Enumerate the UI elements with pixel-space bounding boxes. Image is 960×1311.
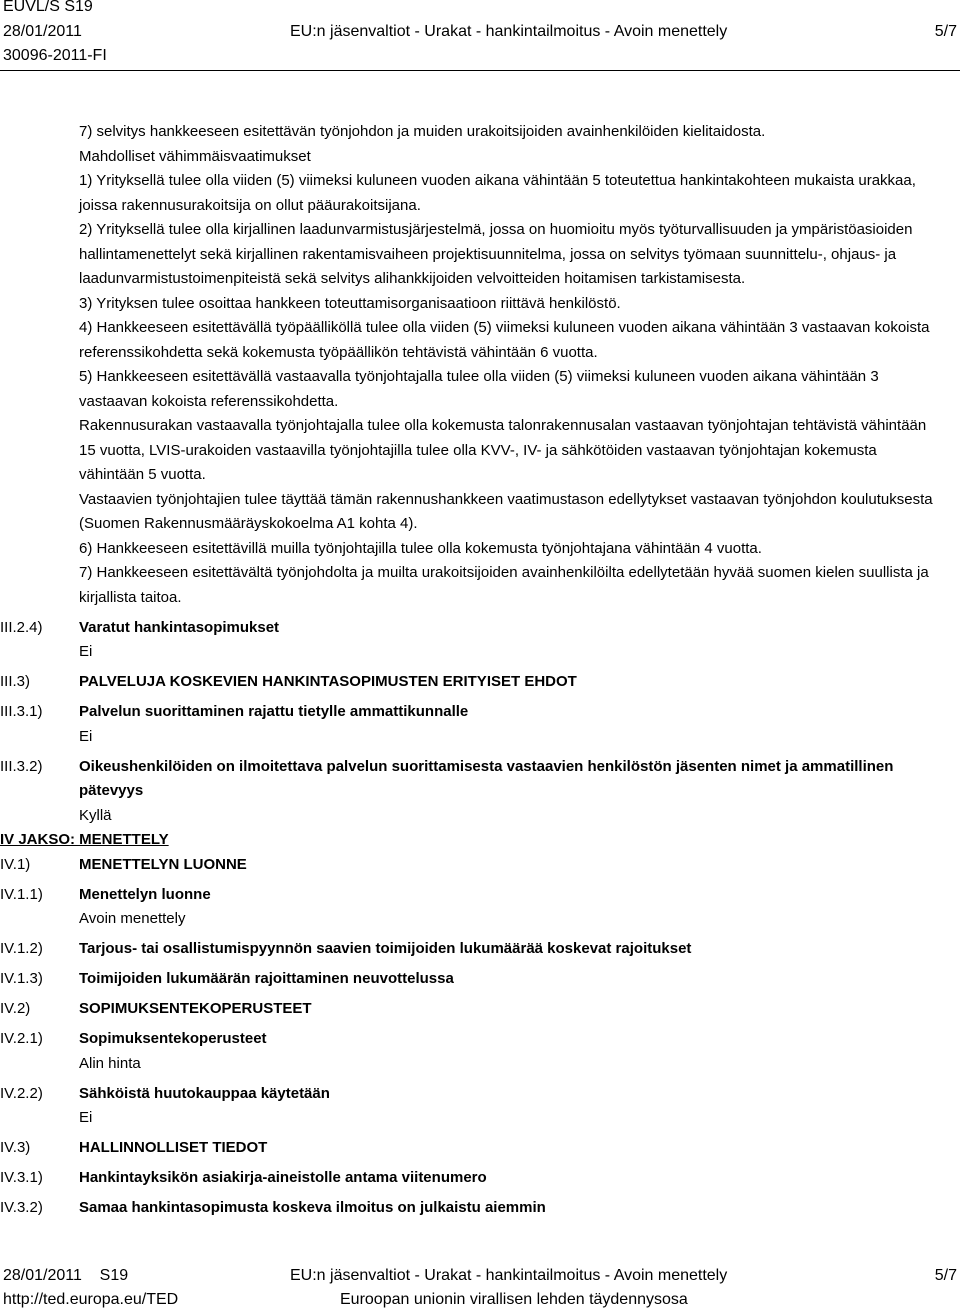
footer-url[interactable]: http://ted.europa.eu/TED — [3, 1291, 179, 1308]
header-page-number: 5/7 — [934, 23, 957, 40]
section-title: SOPIMUKSENTEKOPERUSTEET — [79, 1000, 312, 1017]
footer-subtitle: Euroopan unionin virallisen lehden täydennysosa — [340, 1291, 688, 1308]
section-number: IV.3.1) — [0, 1169, 43, 1186]
section-title: Varatut hankintasopimukset — [79, 618, 280, 636]
section-iv-1-1 — [0, 883, 960, 932]
section-number: IV.1) — [0, 855, 31, 873]
header-title: EU:n jäsenvaltiot - Urakat - hankintailmoitus - Avoin menettely — [290, 23, 728, 40]
section-number: IV.1.3) — [0, 970, 43, 987]
section-number: IV.3) — [0, 1139, 31, 1156]
part-heading: IV JAKSO: MENETTELY — [0, 831, 169, 848]
section-number: IV.1.2) — [0, 940, 43, 957]
section-iv-3 — [0, 1136, 960, 1161]
section-iv-2 — [0, 997, 960, 1022]
section-title: Oikeushenkilöiden on ilmoitettava palvelun suorittamisesta vastaavien henkilöstön jäsenten nimet ja ammatillinen pätevyys — [79, 757, 894, 799]
section-value: Avoin menettely — [79, 910, 186, 927]
section-title: Palvelun suorittaminen rajattu tietylle ammattikunnalle — [79, 703, 469, 720]
header-notice-number: 30096-2011-FI — [3, 47, 107, 64]
paragraph: 7) selvitys hankkeeseen esitettävän työnjohdon ja muiden urakoitsijoiden avainhenkilöiden kielitaidosta. — [79, 123, 766, 140]
section-number: IV.1.1) — [0, 885, 43, 903]
section-title: PALVELUJA KOSKEVIEN HANKINTASOPIMUSTEN ERITYISET EHDOT — [79, 673, 577, 690]
section-value: Ei — [79, 643, 93, 660]
section-title: Menettelyn luonne — [79, 885, 211, 903]
section-iv-1-2 — [0, 937, 960, 962]
page-content — [0, 120, 960, 1221]
header-divider — [0, 70, 960, 71]
footer-date-series — [3, 1265, 128, 1287]
section-iv-3-2 — [0, 1196, 960, 1221]
section-title: Tarjous- tai osallistumispyynnön saavien toimijoiden lukumäärää koskevat rajoitukset — [79, 940, 692, 957]
section-iii-3-2 — [0, 755, 960, 829]
section-number: III.2.4) — [0, 618, 43, 636]
footer-series: S19 — [99, 1267, 129, 1284]
section-iv-1-3 — [0, 967, 960, 992]
section-title: Hankintayksikön asiakirja-aineistolle antama viitenumero — [79, 1169, 487, 1186]
section-number: III.3.2) — [0, 757, 43, 775]
section-title: Samaa hankintasopimusta koskeva ilmoitus on julkaistu aiemmin — [79, 1199, 546, 1216]
section-iv-1 — [0, 853, 960, 878]
paragraph: 3) Yrityksen tulee osoittaa hankkeen toteuttamisorganisaatioon riittävä henkilöstö. — [79, 294, 621, 312]
section-value: Ei — [79, 727, 93, 745]
section-number: IV.2.2) — [0, 1084, 43, 1102]
section-iv-3-1 — [0, 1166, 960, 1191]
footer-page-number: 5/7 — [934, 1267, 957, 1284]
section-number: IV.2.1) — [0, 1030, 43, 1047]
footer-title: EU:n jäsenvaltiot - Urakat - hankintailmoitus - Avoin menettely — [290, 1267, 728, 1284]
section-title: Sopimuksentekoperusteet — [79, 1030, 267, 1047]
section-iv-2-1 — [0, 1027, 960, 1076]
section-value: Ei — [79, 1109, 93, 1126]
header-date: 28/01/2011 — [3, 23, 82, 40]
section-iii-3-1 — [0, 700, 960, 749]
section-iii-3 — [0, 670, 960, 695]
section-number: III.3) — [0, 673, 31, 690]
page-header — [0, 0, 960, 70]
paragraph: 5) Hankkeeseen esitettävällä vastaavalla työnjohtajalla tulee olla viiden (5) viimeksi kuluneen vuoden aikana vähintään 3 vastaavan kokoista referenssikohdetta. — [79, 368, 879, 410]
section-title: MENETTELYN LUONNE — [79, 855, 247, 873]
section-value: Kyllä — [79, 806, 112, 824]
paragraph: 7) Hankkeeseen esitettävältä työnjohdolta ja muilta urakoitsijoiden avainhenkilöilta edellytetään hyvää suomen kielen suullista ja kirjallista taitoa. — [79, 564, 929, 606]
section-title: Sähköistä huutokauppaa käytetään — [79, 1084, 330, 1102]
section-title: HALLINNOLLISET TIEDOT — [79, 1139, 268, 1156]
header-doc-id: EUVL/S S19 — [3, 0, 93, 15]
paragraph: Vastaavien työnjohtajien tulee täyttää tämän rakennushankkeen vaatimustason edellytykset vastaavan työnjohdon koulutuksesta (Suomen Rakennusmääräyskokoelma A1 kohta 4). — [79, 490, 933, 532]
paragraph: 2) Yrityksellä tulee olla kirjallinen laadunvarmistusjärjestelmä, jossa on huomioitu myös työturvallisuuden ja ympäristöasioiden hallintamenettelyt sekä kirjallinen rakentamisvaiheen projektisuunnitelma, jossa on selvitys työmaan suunnittelu-, ohjaus- ja laadunvarmistustoimenpiteistä sekä selvitys alihankkijoiden velvoitteiden hoitamisen tarkistamisesta. — [79, 221, 913, 287]
paragraph: Mahdolliset vähimmäisvaatimukset — [79, 147, 311, 165]
section-number: IV.3.2) — [0, 1199, 43, 1216]
footer-date: 28/01/2011 — [3, 1267, 82, 1284]
section-iii-2-4 — [0, 616, 960, 665]
paragraph: 1) Yrityksellä tulee olla viiden (5) viimeksi kuluneen vuoden aikana vähintään 5 toteutettua hankintakohteen mukaista urakkaa, joissa rakennusurakoitsija on ollut pääurakoitsijana. — [79, 172, 916, 214]
section-title: Toimijoiden lukumäärän rajoittaminen neuvottelussa — [79, 970, 454, 987]
section-number: IV.2) — [0, 1000, 31, 1017]
paragraph: 6) Hankkeeseen esitettävillä muilla työnjohtajilla tulee olla kokemusta työnjohtajana vähintään 4 vuotta. — [79, 539, 762, 557]
section-value: Alin hinta — [79, 1054, 141, 1072]
section-iv-2-2 — [0, 1082, 960, 1131]
paragraph: 4) Hankkeeseen esitettävällä työpäälliköllä tulee olla viiden (5) viimeksi kuluneen vuoden aikana vähintään 3 vastaavan kokoista referenssikohdetta sekä kokemusta työpäällikön tehtävistä vähintään 6 vuotta. — [79, 319, 930, 361]
section-number: III.3.1) — [0, 703, 43, 720]
paragraph: Rakennusurakan vastaavalla työnjohtajalla tulee olla kokemusta talonrakennusalan vastaavan työnjohtajan tehtävistä vähintään 15 vuotta, LVIS-urakoiden vastaavilla työnjohtajilla tulee olla KVV-, IV- ja sähkötöiden vastaavan työnjohtajan kokemusta vähintään 5 vuotta. — [79, 417, 927, 483]
